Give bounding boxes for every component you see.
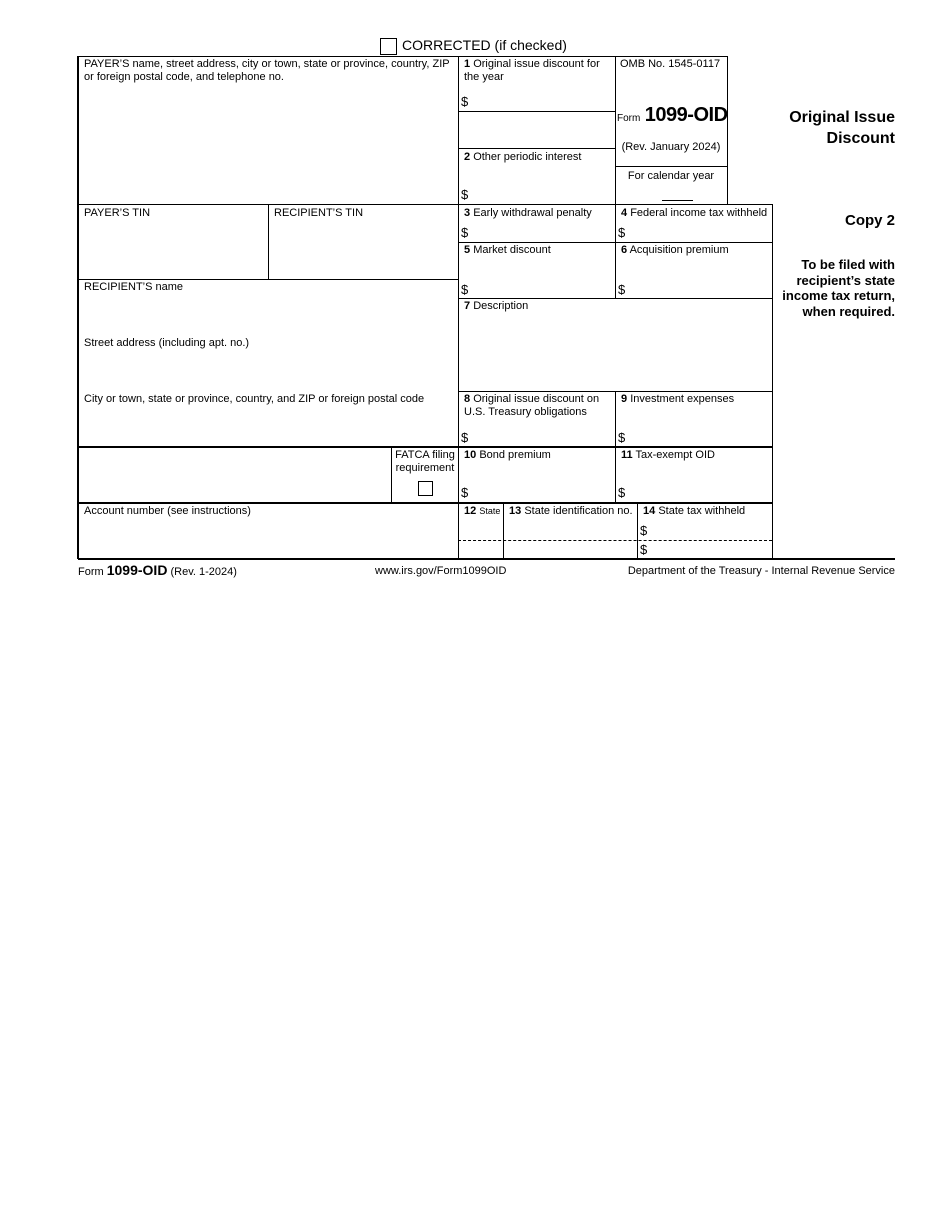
box8-text: Original issue discount on U.S. Treasury obligations <box>464 393 600 418</box>
box11-amount-field[interactable] <box>629 482 769 500</box>
box2-amount-field[interactable] <box>472 185 612 203</box>
footer-url: www.irs.gov/Form1099OID <box>375 565 507 577</box>
recipient-name-field[interactable] <box>80 296 456 336</box>
box14-label <box>643 505 745 518</box>
corrected-checkbox[interactable] <box>380 38 397 55</box>
box14-number: 14 <box>643 505 656 517</box>
box4-label <box>621 207 771 220</box>
box1-amount-field[interactable] <box>472 92 612 110</box>
footer-department: Department of the Treasury - Internal Revenue Service <box>627 565 895 577</box>
box13-label <box>509 505 633 518</box>
box7-number: 7 <box>464 300 471 312</box>
footer-form-number: 1099-OID <box>106 562 168 578</box>
copy-note: To be filed with recipient’s state income tax return, when required. <box>782 257 895 319</box>
box12-label <box>464 505 500 518</box>
box1-dollar: $ <box>461 94 469 109</box>
account-number-label: Account number (see instructions) <box>84 505 251 517</box>
account-number-field[interactable] <box>80 520 456 556</box>
recipient-tin-label: RECIPIENT’S TIN <box>274 207 364 219</box>
box3-label <box>464 207 614 220</box>
box6-text: Acquisition premium <box>629 244 729 256</box>
calendar-year-field[interactable] <box>662 185 693 200</box>
fatca-label: FATCA filing requirement <box>395 449 455 474</box>
box10-dollar: $ <box>461 485 469 500</box>
recipient-tin-field[interactable] <box>270 222 456 277</box>
omb-number: OMB No. 1545-0117 <box>620 58 721 70</box>
box3-number: 3 <box>464 207 471 219</box>
form-id <box>617 104 728 127</box>
box5-dollar: $ <box>461 282 469 297</box>
box14-text: State tax withheld <box>658 505 746 517</box>
box5-amount-field[interactable] <box>472 278 612 296</box>
box11-text: Tax-exempt OID <box>635 449 715 461</box>
box4-amount-field[interactable] <box>629 223 769 241</box>
corrected-label: CORRECTED (if checked) <box>402 37 567 53</box>
payer-tin-field[interactable] <box>80 222 266 277</box>
box5-label <box>464 244 612 257</box>
form-title: Original Issue Discount <box>789 109 895 147</box>
box12-state-field-2[interactable] <box>460 542 501 557</box>
box1-label <box>464 58 612 84</box>
calendar-year-label: For calendar year <box>627 170 715 182</box>
box6-label <box>621 244 769 257</box>
box2-text: Other periodic interest <box>473 151 582 163</box>
box8-amount-field[interactable] <box>472 427 612 444</box>
box10-label <box>464 449 612 462</box>
box3-amount-field[interactable] <box>472 223 612 241</box>
box12-number: 12 <box>464 505 477 517</box>
box1-text: Original issue discount for the year <box>464 58 600 83</box>
box10-amount-field[interactable] <box>472 482 612 500</box>
payer-name-field[interactable] <box>80 86 456 202</box>
box1-2-blank-field[interactable] <box>460 113 613 146</box>
box2-dollar: $ <box>461 187 469 202</box>
box14-dollar-1: $ <box>640 523 648 538</box>
box4-number: 4 <box>621 207 628 219</box>
box14-amount-field-1[interactable] <box>651 522 769 539</box>
box5-number: 5 <box>464 244 471 256</box>
payer-tin-label: PAYER’S TIN <box>84 207 151 219</box>
form-revision: (Rev. January 2024) <box>621 141 721 153</box>
recipient-city-field[interactable] <box>80 408 456 444</box>
footer-form-rev: (Rev. 1-2024) <box>170 566 237 578</box>
box9-amount-field[interactable] <box>629 427 769 444</box>
box3-dollar: $ <box>461 225 469 240</box>
recipient-street-field[interactable] <box>80 352 456 392</box>
box6-number: 6 <box>621 244 628 256</box>
box14-dollar-2: $ <box>640 542 648 557</box>
box12-state-field-1[interactable] <box>460 522 501 539</box>
form-prefix: Form <box>617 113 641 124</box>
box13-text: State identification no. <box>524 505 633 517</box>
box8-label <box>464 393 612 419</box>
box7-text: Description <box>473 300 529 312</box>
box7-label <box>464 300 764 313</box>
box9-number: 9 <box>621 393 628 405</box>
box2-label <box>464 151 612 164</box>
box9-dollar: $ <box>618 430 626 445</box>
recipient-name-label: RECIPIENT’S name <box>84 281 184 293</box>
box2-number: 2 <box>464 151 471 163</box>
box8-dollar: $ <box>461 430 469 445</box>
payer-name-label: PAYER’S name, street address, city or town, state or province, country, ZIP or foreign postal code, and telephone no. <box>84 58 450 83</box>
copy-label: Copy 2 <box>844 212 895 229</box>
box12-text: State <box>479 506 501 516</box>
box13-state-id-field-2[interactable] <box>505 542 635 557</box>
footer-form-prefix: Form <box>78 566 104 578</box>
box11-number: 11 <box>621 449 633 461</box>
box3-text: Early withdrawal penalty <box>473 207 592 219</box>
box14-amount-field-2[interactable] <box>651 542 769 557</box>
box4-text: Federal income tax withheld <box>630 207 768 219</box>
box9-label <box>621 393 769 406</box>
fatca-checkbox[interactable] <box>418 481 433 496</box>
box4-dollar: $ <box>618 225 626 240</box>
box5-text: Market discount <box>473 244 551 256</box>
box11-label <box>621 449 769 462</box>
recipient-street-label: Street address (including apt. no.) <box>84 337 250 349</box>
box6-dollar: $ <box>618 282 626 297</box>
box13-state-id-field-1[interactable] <box>505 522 635 539</box>
box7-description-field[interactable] <box>460 316 770 389</box>
form-number: 1099-OID <box>644 104 728 126</box>
box11-dollar: $ <box>618 485 626 500</box>
box9-text: Investment expenses <box>630 393 735 405</box>
box6-amount-field[interactable] <box>629 278 769 296</box>
box13-number: 13 <box>509 505 522 517</box>
box8-number: 8 <box>464 393 471 405</box>
footer-form-id <box>78 562 237 578</box>
box10-text: Bond premium <box>479 449 551 461</box>
recipient-city-label: City or town, state or province, country, and ZIP or foreign postal code <box>84 393 425 405</box>
box10-number: 10 <box>464 449 477 461</box>
box1-number: 1 <box>464 58 471 70</box>
